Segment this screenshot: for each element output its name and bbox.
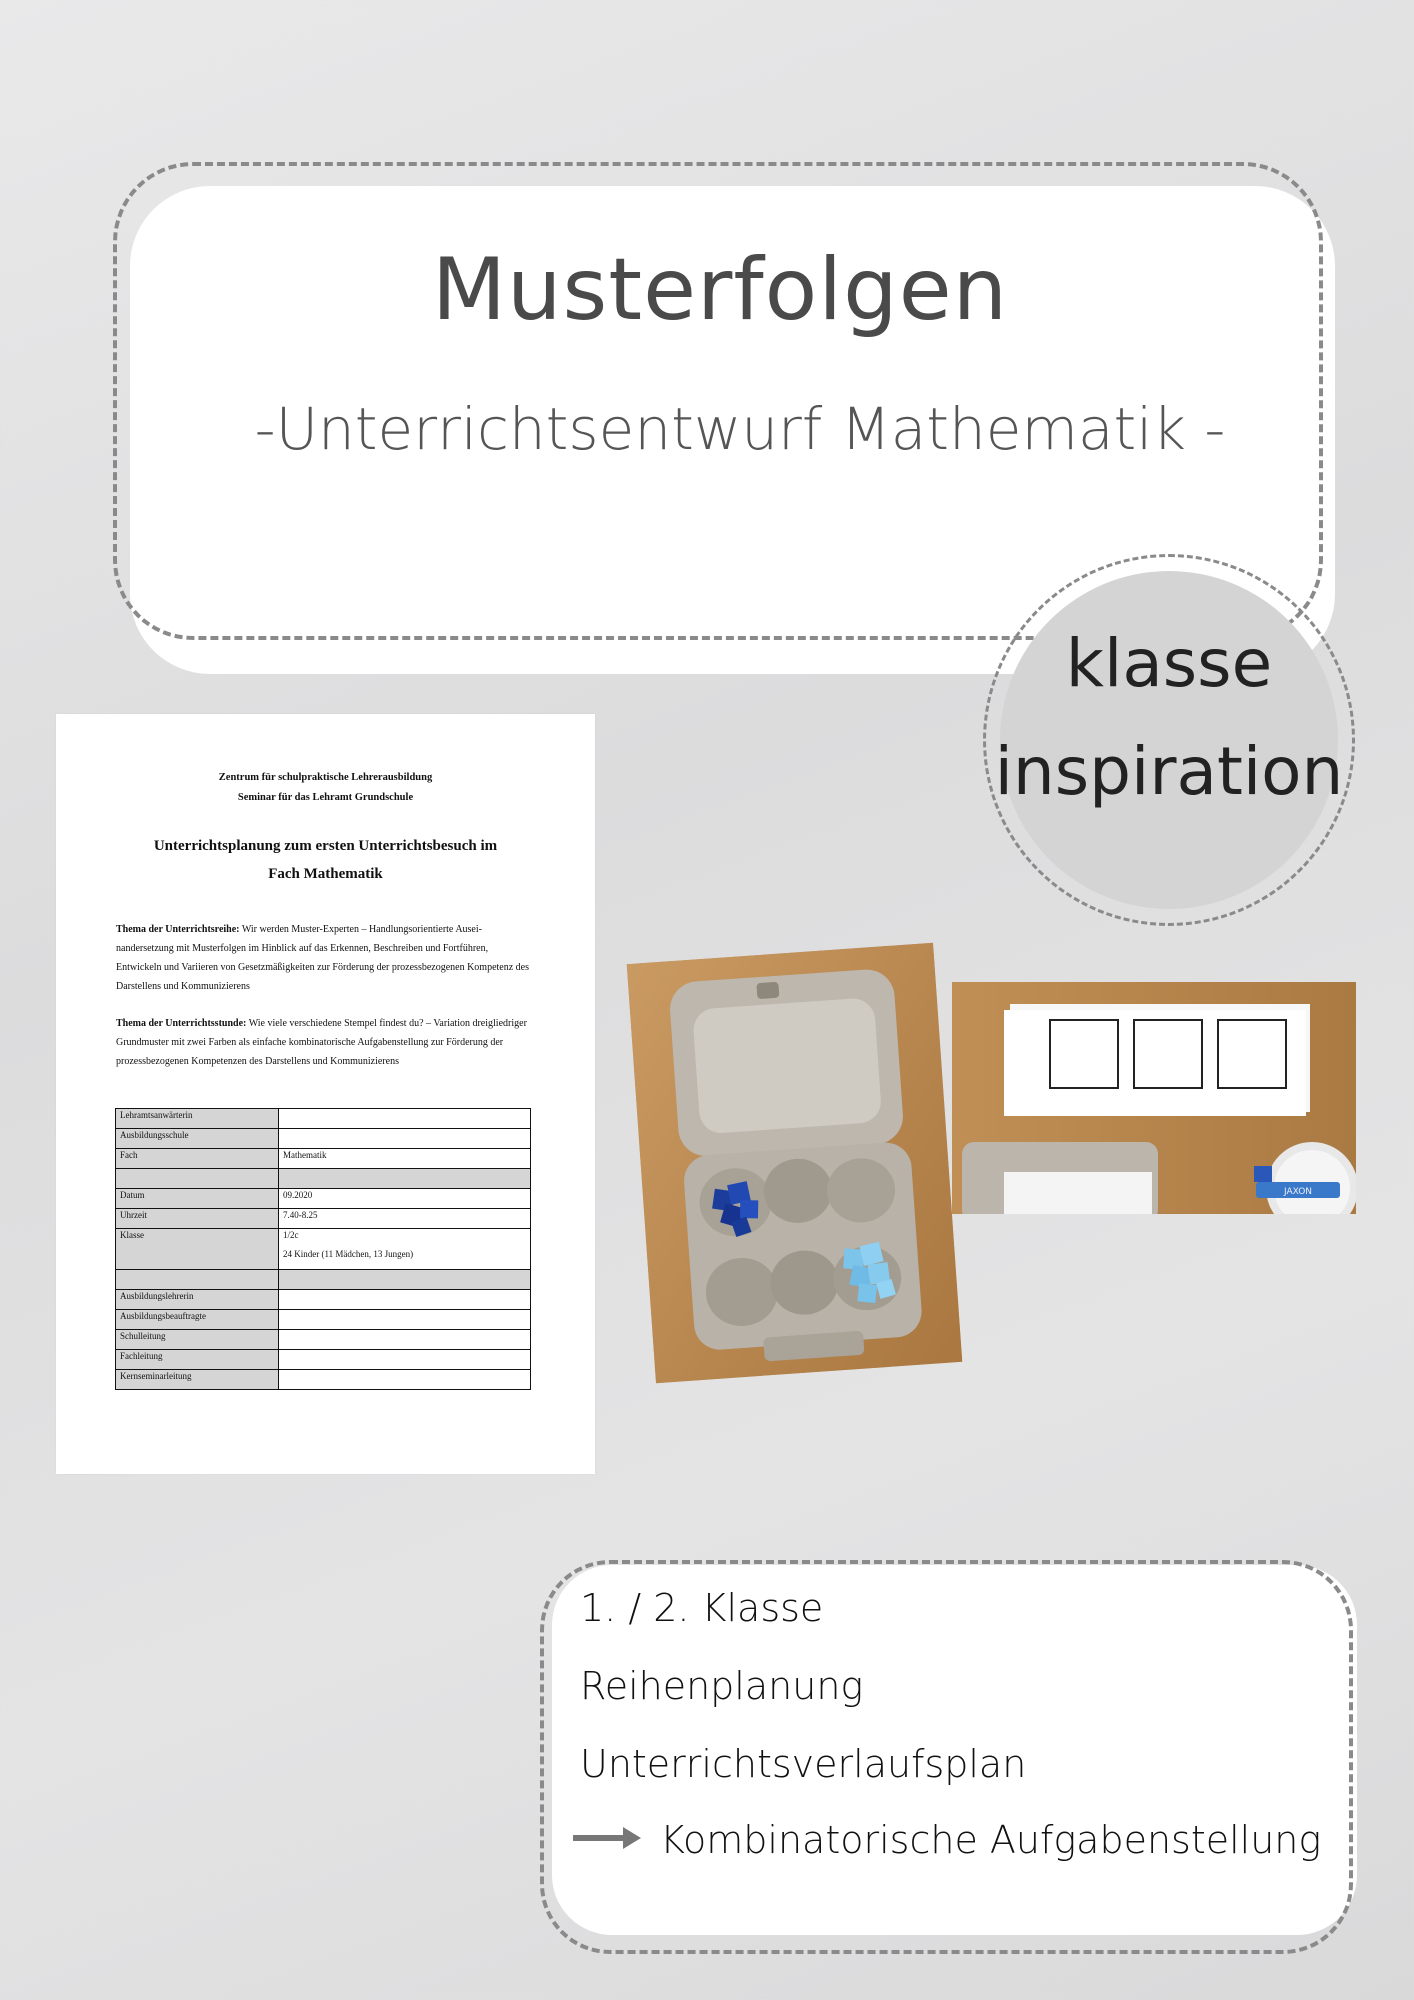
table-cell-value: [279, 1109, 531, 1129]
table-cell-value: [279, 1310, 531, 1330]
table-cell-label: Schulleitung: [116, 1330, 279, 1350]
logo-line-1: klasse: [1065, 625, 1273, 702]
table-cell-label: Fach: [116, 1149, 279, 1169]
table-cell-label: Datum: [116, 1189, 279, 1209]
doc-stunde-text: Wie viele verschiedene Stempel findest du? – Variation dreigliedriger Grundmuster mit zwei Farben als einfache kombinatorische Aufgabenstellung zur Förderung der prozessbezogenen Kompetenzen des Darstellens und Kommunizierens: [116, 1018, 527, 1067]
table-row: [116, 1350, 531, 1370]
table-row: [116, 1330, 531, 1350]
table-cell-value: 09.2020: [279, 1189, 531, 1209]
document-preview: [56, 714, 595, 1474]
table-cell-label: Klasse: [116, 1229, 279, 1270]
table-cell-label: Ausbildungslehrerin: [116, 1290, 279, 1310]
table-cell-value: [279, 1350, 531, 1370]
doc-heading-line-2: Fach Mathematik: [268, 866, 383, 882]
info-line-kombinatorik: Kombinatorische Aufgabenstellung: [660, 1818, 1322, 1862]
doc-info-table: [115, 1108, 531, 1390]
page-title: Musterfolgen: [431, 240, 1009, 340]
doc-heading-line-1: Unterrichtsplanung zum ersten Unterrichtsbesuch im: [153, 838, 498, 854]
doc-reihe-label: Thema der Unterrichtsreihe:: [116, 924, 240, 935]
table-cell-value: [279, 1129, 531, 1149]
table-cell-label: Lehramtsanwärterin: [116, 1109, 279, 1129]
table-cell-label: Kernseminarleitung: [116, 1370, 279, 1390]
doc-reihe-paragraph: [116, 920, 531, 996]
table-row: [116, 1310, 531, 1330]
table-row: [116, 1290, 531, 1310]
pen-label: JAXON: [1283, 1187, 1313, 1197]
table-cell-value: 7.40-8.25: [279, 1209, 531, 1229]
table-cell-label: Ausbildungsschule: [116, 1129, 279, 1149]
table-cell-value: [279, 1370, 531, 1390]
logo-line-2: inspiration: [994, 733, 1344, 810]
logo-text: [983, 610, 1355, 826]
table-cell-label: Ausbildungsbeauftragte: [116, 1310, 279, 1330]
table-spacer-row: [116, 1270, 531, 1290]
table-row: [116, 1189, 531, 1209]
table-row: [116, 1109, 531, 1129]
table-row: [116, 1149, 531, 1169]
klasse-value-2: 24 Kinder (11 Mädchen, 13 Jungen): [283, 1249, 414, 1259]
table-row: [116, 1209, 531, 1229]
stamp-strip-photo: [952, 982, 1356, 1214]
table-spacer-row: [116, 1169, 531, 1189]
info-line-reihenplanung: Reihenplanung: [580, 1664, 864, 1708]
arrow-right-icon: [571, 1823, 643, 1853]
table-cell-label: Uhrzeit: [116, 1209, 279, 1229]
stamp-strip-image: [952, 982, 1356, 1214]
table-row: [116, 1229, 531, 1270]
table-cell-value: [279, 1229, 531, 1270]
table-row: [116, 1129, 531, 1149]
info-line-verlaufsplan: Unterrichtsverlaufsplan: [580, 1742, 1027, 1786]
table-cell-value: Mathematik: [279, 1149, 531, 1169]
klasse-value-1: 1/2c: [283, 1230, 299, 1240]
doc-stunde-paragraph: [116, 1014, 531, 1071]
doc-reihe-text: Wir werden Muster-Experten – Handlungsorientierte Ausei-nandersetzung mit Musterfolgen im Hinblick auf das Erkennen, Beschreiben und Fortführen, Entwickeln und Variieren von Gesetzmäßigkeiten zur Förderung der prozessbezogenen Kompetenz des Darstellens und Kommunizierens: [116, 924, 530, 992]
doc-stunde-label: Thema der Unterrichtsstunde:: [116, 1018, 247, 1029]
info-line-grade: 1. / 2. Klasse: [580, 1586, 824, 1630]
page-subtitle: -Unterrichtsentwurf Mathematik -: [254, 395, 1226, 463]
table-row: [116, 1370, 531, 1390]
table-cell-label: Fachleitung: [116, 1350, 279, 1370]
table-cell-value: [279, 1330, 531, 1350]
table-cell-value: [279, 1290, 531, 1310]
doc-header-line-2: Seminar für das Lehramt Grundschule: [237, 792, 414, 803]
egg-carton-photo: [627, 943, 963, 1383]
egg-carton-image: [627, 943, 963, 1383]
doc-header-line-1: Zentrum für schulpraktische Lehrerausbildung: [218, 772, 433, 783]
